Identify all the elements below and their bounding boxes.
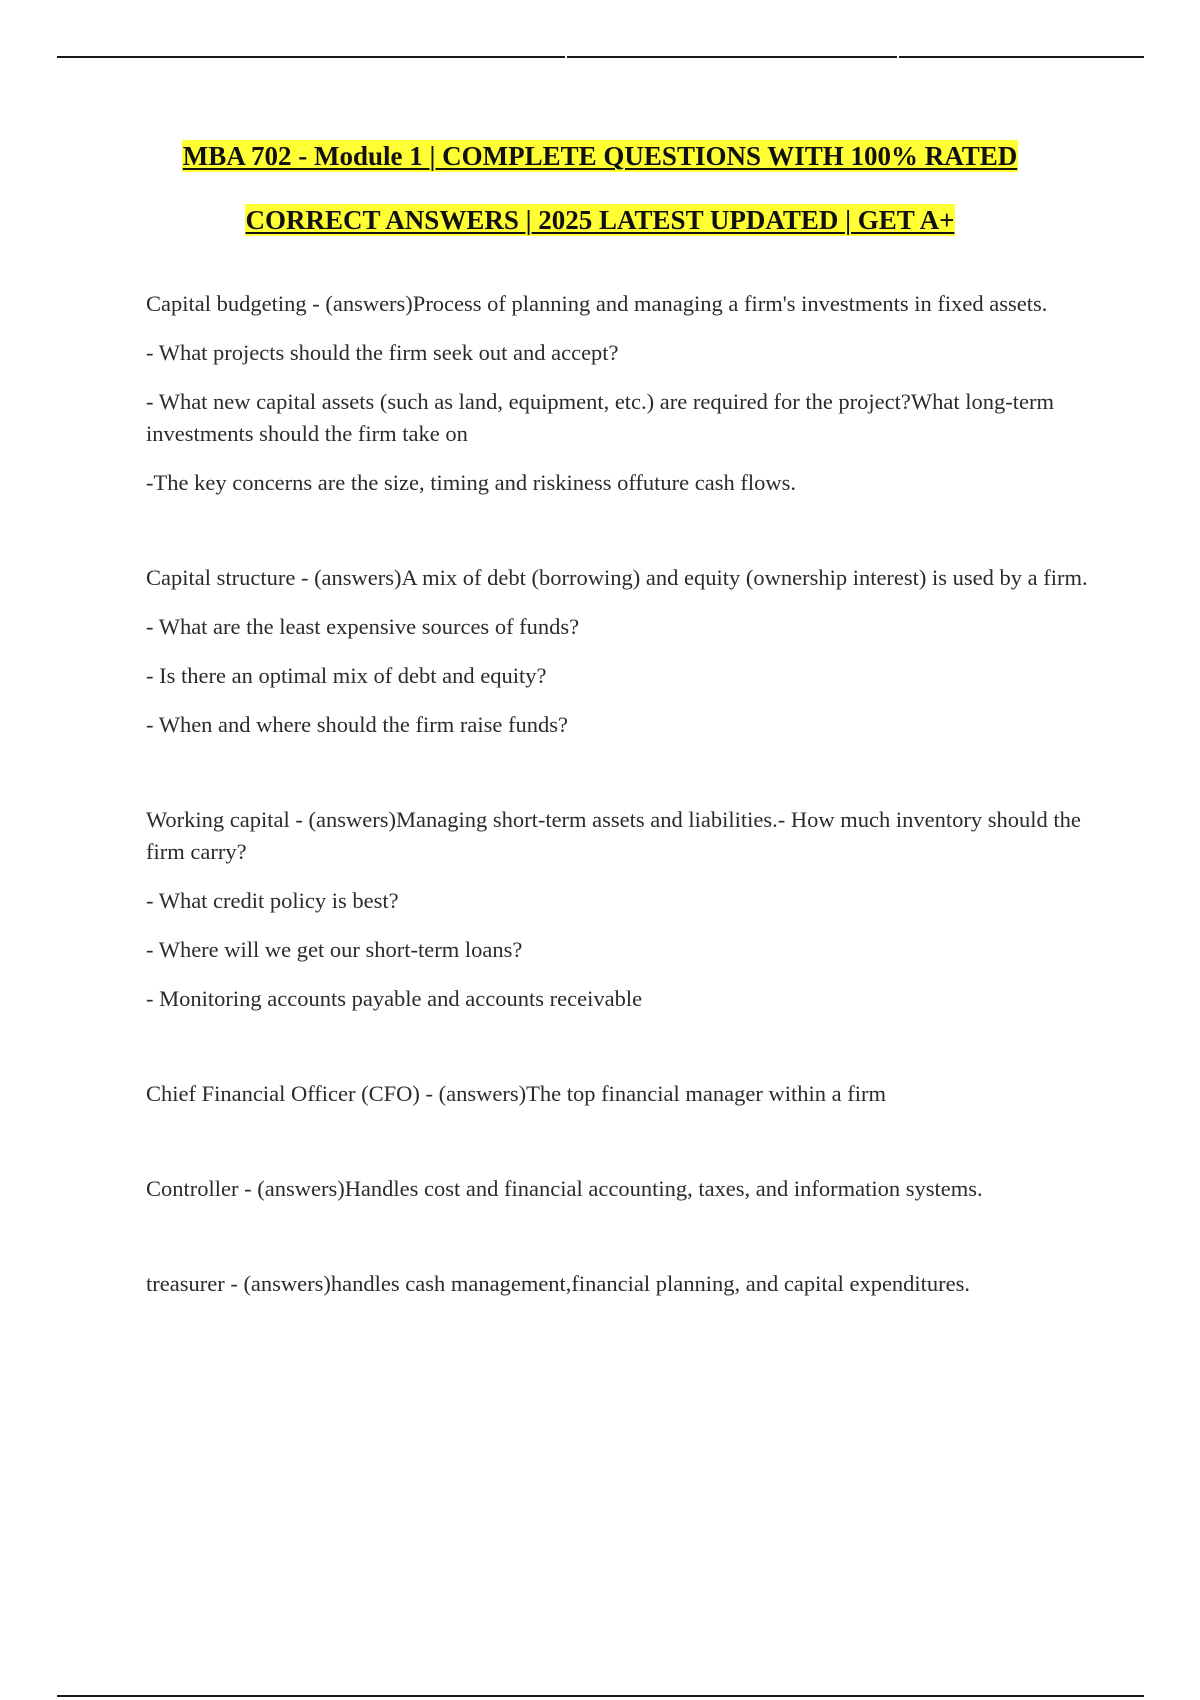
title-line-2: CORRECT ANSWERS | 2025 LATEST UPDATED | GET A+ bbox=[245, 205, 955, 235]
entry-working-capital bbox=[146, 804, 1096, 1015]
header-rule-middle bbox=[567, 56, 897, 58]
entry-treasurer bbox=[146, 1268, 1096, 1300]
entry-definition: Working capital - (answers)Managing short-term assets and liabilities.- How much inventory should the firm carry? bbox=[146, 807, 1081, 864]
entry-capital-budgeting bbox=[146, 288, 1096, 499]
entry-bullet: - What projects should the firm seek out and accept? bbox=[146, 340, 619, 365]
entry-definition: Capital structure - (answers)A mix of debt (borrowing) and equity (ownership interest) is used by a firm. bbox=[146, 565, 1088, 590]
title-line-1: MBA 702 - Module 1 | COMPLETE QUESTIONS WITH 100% RATED bbox=[182, 141, 1018, 171]
entry-definition: treasurer - (answers)handles cash management,financial planning, and capital expenditures. bbox=[146, 1271, 971, 1296]
entry-bullet: -The key concerns are the size, timing and riskiness offuture cash flows. bbox=[146, 470, 797, 495]
entry-bullet: - Monitoring accounts payable and accounts receivable bbox=[146, 986, 643, 1011]
entry-bullet: - What are the least expensive sources of funds? bbox=[146, 614, 580, 639]
entry-definition: Capital budgeting - (answers)Process of planning and managing a firm's investments in fixed assets. bbox=[146, 291, 1048, 316]
entry-definition: Controller - (answers)Handles cost and financial accounting, taxes, and information systems. bbox=[146, 1176, 983, 1201]
document-body bbox=[146, 288, 1096, 1317]
entry-bullet: - What credit policy is best? bbox=[146, 888, 399, 913]
entry-cfo bbox=[146, 1078, 1096, 1110]
entry-controller bbox=[146, 1173, 1096, 1205]
footer-rule bbox=[57, 1695, 1144, 1697]
header-rule-right bbox=[899, 56, 1144, 58]
header-rule-left bbox=[57, 56, 565, 58]
entry-bullet: - What new capital assets (such as land, equipment, etc.) are required for the project?What long-term investments should the firm take on bbox=[146, 389, 1054, 446]
entry-definition: Chief Financial Officer (CFO) - (answers)The top financial manager within a firm bbox=[146, 1081, 886, 1106]
entry-bullet: - Is there an optimal mix of debt and equity? bbox=[146, 663, 547, 688]
entry-bullet: - When and where should the firm raise funds? bbox=[146, 712, 568, 737]
entry-bullet: - Where will we get our short-term loans? bbox=[146, 937, 523, 962]
document-title bbox=[0, 140, 1200, 236]
entry-capital-structure bbox=[146, 562, 1096, 741]
